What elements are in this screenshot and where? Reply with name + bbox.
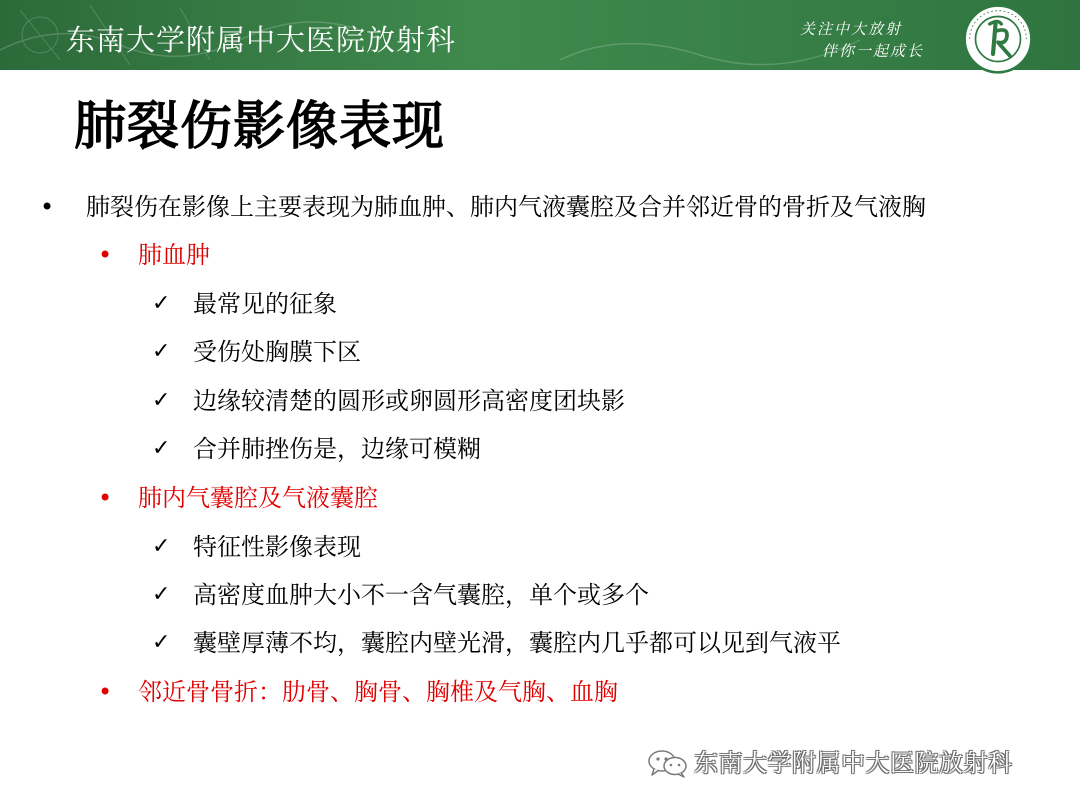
check-icon: ✓ (152, 436, 171, 461)
list-item: 合并肺挫伤是，边缘可模糊 (193, 435, 481, 463)
bullet-marker-red: • (98, 241, 113, 269)
wechat-icon (646, 747, 690, 779)
slide-title: 肺裂伤影像表现 (74, 97, 446, 157)
watermark-text: 东南大学附属中大医院放射科 (694, 749, 1013, 777)
list-item: 受伤处胸膜下区 (193, 338, 361, 366)
list-item: 边缘较清楚的圆形或卵圆形高密度团块影 (193, 387, 625, 415)
check-icon: ✓ (152, 630, 171, 655)
slogan-line-1: 关注中大放射 (800, 20, 903, 38)
bullet-marker-red: • (98, 678, 113, 706)
check-icon: ✓ (152, 291, 171, 316)
list-item: 高密度血肿大小不一含气囊腔，单个或多个 (193, 581, 649, 609)
institution-name: 东南大学附属中大医院放射科 (66, 23, 457, 57)
section-heading-hematoma: 肺血肿 (138, 241, 210, 269)
section-heading-fracture: 邻近骨骨折：肋骨、胸骨、胸椎及气胸、血胸 (138, 678, 618, 706)
bullet-marker: • (40, 193, 55, 221)
list-item: 特征性影像表现 (193, 533, 361, 561)
bullet-marker-red: • (98, 484, 113, 512)
list-item: 最常见的征象 (193, 290, 337, 318)
section-heading-cavity: 肺内气囊腔及气液囊腔 (138, 484, 378, 512)
slogan-line-2: 伴你一起成长 (822, 42, 925, 60)
check-icon: ✓ (152, 582, 171, 607)
check-icon: ✓ (152, 534, 171, 559)
check-icon: ✓ (152, 388, 171, 413)
check-icon: ✓ (152, 339, 171, 364)
list-item: 囊壁厚薄不均，囊腔内壁光滑，囊腔内几乎都可以见到气液平 (193, 629, 841, 657)
bullet-main: 肺裂伤在影像上主要表现为肺血肿、肺内气液囊腔及合并邻近骨的骨折及气液胸 (86, 193, 926, 221)
